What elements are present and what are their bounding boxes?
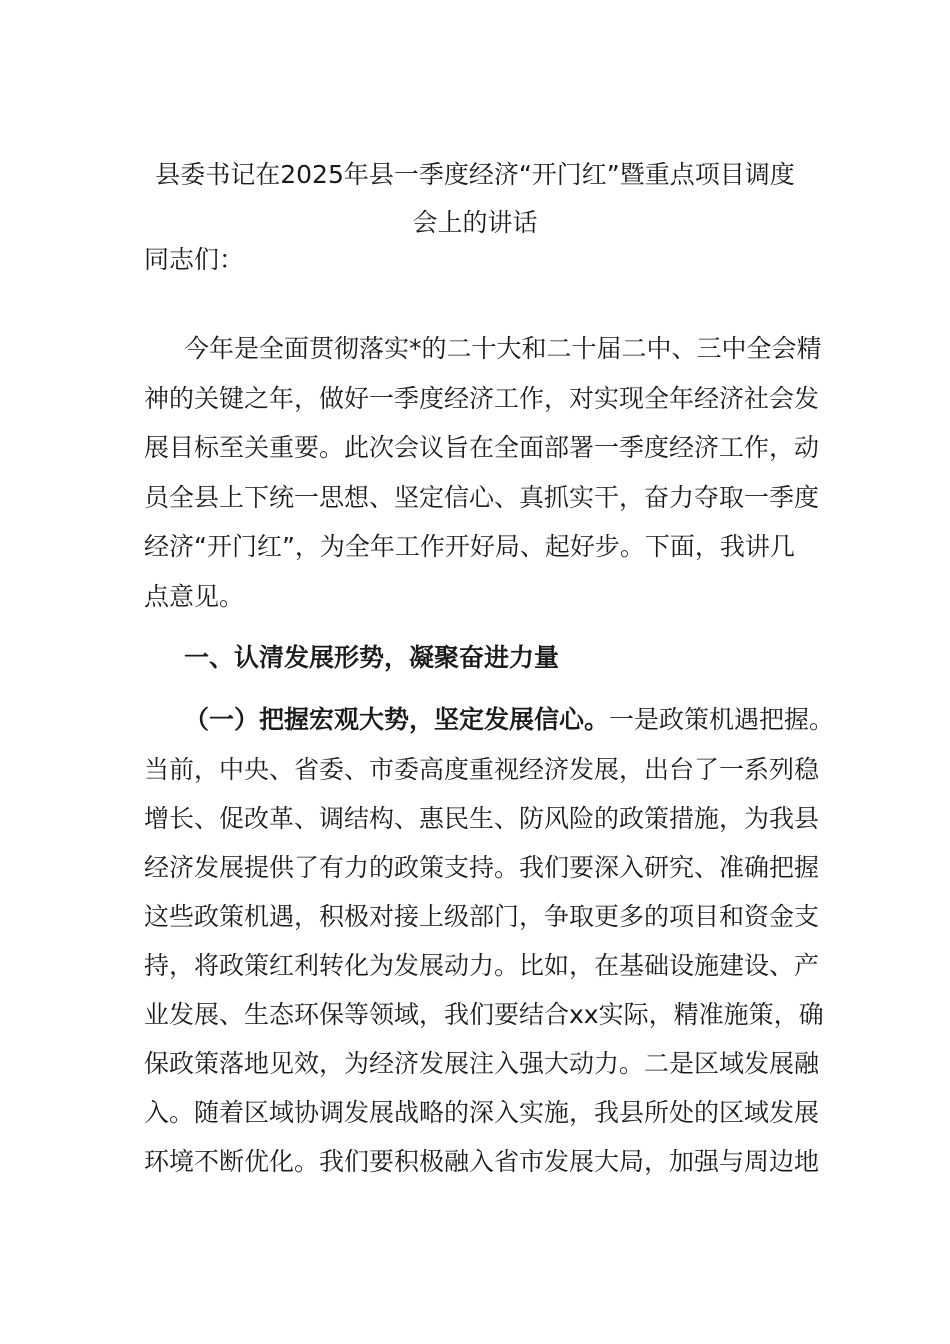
subsection-first-line — [184, 700, 854, 740]
body-line: 当前，中央、省委、市委高度重视经济发展，出台了一系列稳 — [144, 755, 820, 784]
body-line: 入。随着区域协调发展战略的深入实施，我县所处的区域发展 — [144, 1098, 820, 1127]
body-line: 增长、促改革、调结构、惠民生、防风险的政策措施，为我县 — [144, 804, 820, 833]
body-line: 环境不断优化。我们要积极融入省市发展大局，加强与周边地 — [144, 1147, 820, 1176]
intro-line: 经济“开门红”，为全年工作开好局、起好步。下面，我讲几 — [144, 532, 795, 561]
intro-line: 展目标至关重要。此次会议旨在全面部署一季度经济工作，动 — [144, 433, 820, 462]
intro-line: 点意见。 — [144, 582, 245, 611]
intro-line: 今年是全面贯彻落实*的二十大和二十届二中、三中全会精 — [184, 334, 822, 363]
title-line-2: 会上的讲话 — [412, 208, 538, 237]
body-line: 业发展、生态环保等领域，我们要结合xx实际，精准施策，确 — [144, 1000, 824, 1029]
subsection-heading: （一）把握宏观大势，坚定发展信心。 — [184, 705, 610, 734]
salutation: 同志们： — [144, 245, 245, 274]
section-heading: 一、认清发展形势，凝聚奋进力量 — [184, 643, 560, 672]
subsection-first-text: 一是政策机遇把握。 — [609, 705, 835, 734]
body-line: 保政策落地见效，为经济发展注入强大动力。二是区域发展融 — [144, 1049, 820, 1078]
body-line: 这些政策机遇，积极对接上级部门，争取更多的项目和资金支 — [144, 902, 820, 931]
intro-line: 神的关键之年，做好一季度经济工作，对实现全年经济社会发 — [144, 384, 820, 413]
title-line-1: 县委书记在2025年县一季度经济“开门红”暨重点项目调度 — [155, 160, 795, 189]
document-title — [140, 151, 810, 247]
body-line: 经济发展提供了有力的政策支持。我们要深入研究、准确把握 — [144, 853, 820, 882]
intro-line: 员全县上下统一思想、坚定信心、真抓实干，奋力夺取一季度 — [144, 483, 820, 512]
body-line: 持，将政策红利转化为发展动力。比如，在基础设施建设、产 — [144, 951, 820, 980]
